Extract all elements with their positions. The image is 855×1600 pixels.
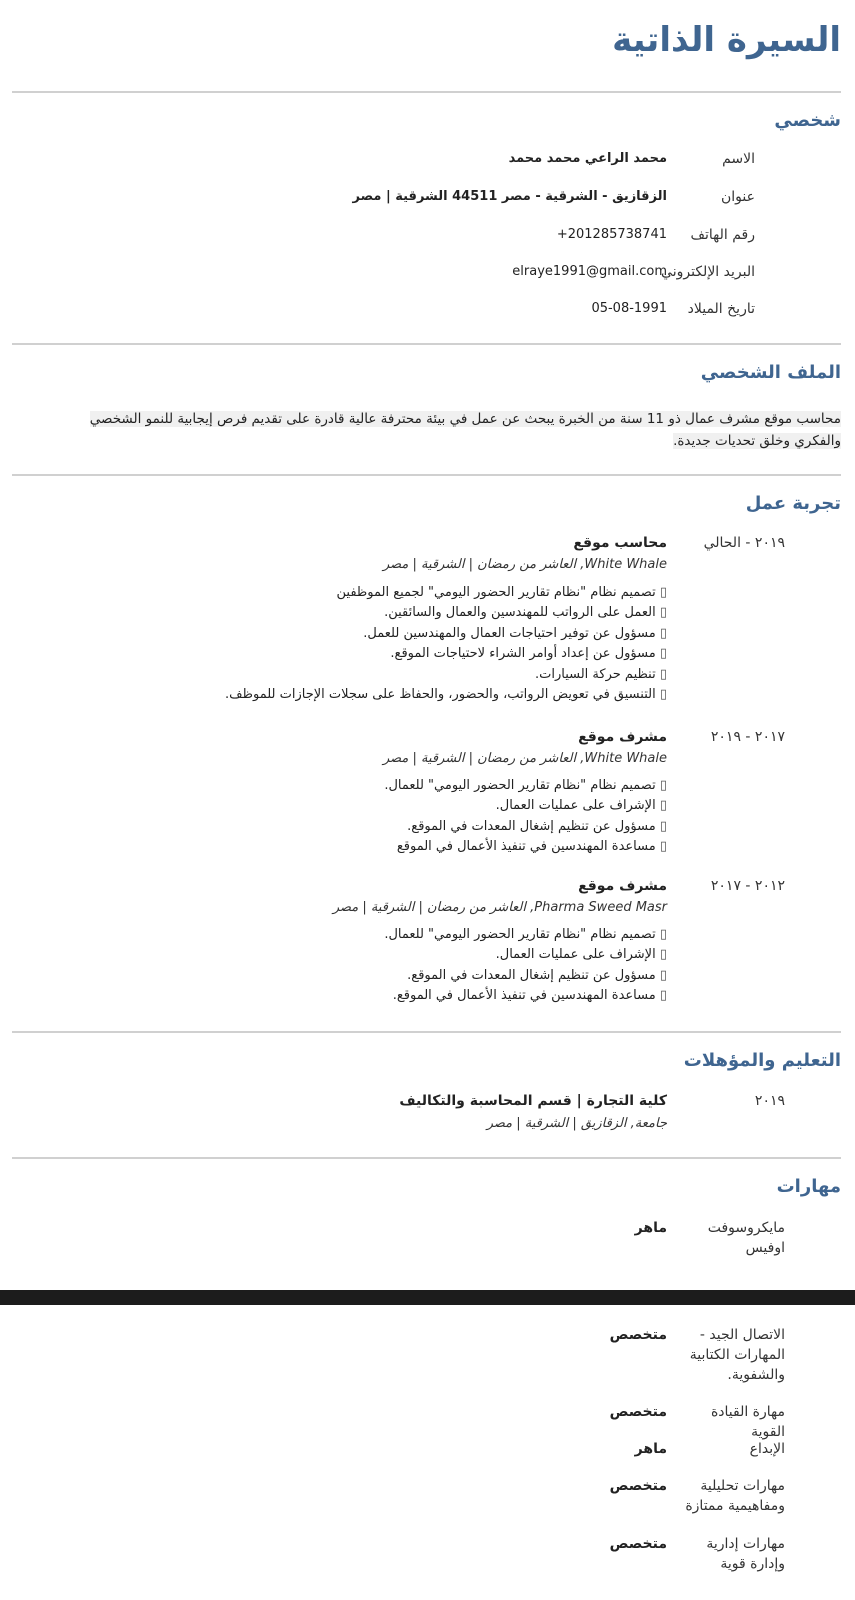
education-place: جامعة, الزقازيق | الشرقية | مصر bbox=[486, 1116, 667, 1131]
job-duties bbox=[384, 776, 667, 858]
job-title: مشرف موقع bbox=[578, 878, 667, 894]
name-value: محمد الراعي محمد محمد bbox=[508, 151, 667, 166]
job-company: White Whale, العاشر من رمضان | الشرقية | مصر bbox=[382, 751, 667, 766]
duty-item: ▯ العمل على الرواتب للمهندسين والعمال والسائقين. bbox=[225, 603, 667, 623]
personal-heading: شخصي bbox=[774, 110, 841, 131]
job-duties bbox=[384, 925, 667, 1007]
job-duties bbox=[225, 583, 667, 705]
divider bbox=[12, 474, 841, 476]
email-label: البريد الإلكتروني bbox=[661, 264, 755, 280]
job-title: مشرف موقع bbox=[578, 729, 667, 745]
duty-item: ▯ مسؤول عن توفير احتياجات العمال والمهندسين للعمل. bbox=[225, 624, 667, 644]
job-title: محاسب موقع bbox=[573, 535, 667, 551]
skill-name: مهارة القيادة القوية bbox=[710, 1404, 785, 1440]
skill-level: ماهر bbox=[634, 1220, 667, 1236]
duty-item: ▯ تنظيم حركة السيارات. bbox=[225, 665, 667, 685]
page-title: السيرة الذاتية bbox=[612, 20, 841, 60]
skill-name: مهارات إدارية وإدارة قوية bbox=[706, 1536, 785, 1572]
education-title: كلية التجارة | قسم المحاسبة والتكاليف bbox=[399, 1093, 667, 1109]
address-value: الزقازيق - الشرقية - مصر 44511 الشرقية | مصر bbox=[352, 189, 667, 204]
profile-heading: الملف الشخصي bbox=[700, 362, 841, 383]
address-label: عنوان bbox=[721, 189, 755, 205]
divider bbox=[12, 1031, 841, 1033]
duty-item: ▯ مساعدة المهندسين في تنفيذ الأعمال في الموقع. bbox=[384, 986, 667, 1006]
education-heading: التعليم والمؤهلات bbox=[683, 1050, 841, 1071]
experience-heading: تجربة عمل bbox=[745, 493, 841, 514]
duty-item: ▯ مسؤول عن إعداد أوامر الشراء لاحتياجات الموقع. bbox=[225, 644, 667, 664]
duty-item: ▯ مسؤول عن تنظيم إشغال المعدات في الموقع. bbox=[384, 817, 667, 837]
profile-text: محاسب موقع مشرف عمال ذو 11 سنة من الخبرة يبحث عن عمل في بيئة محترفة عالية قادرة على تقديم فرص إيجابية للنمو الشخصي والفكري وخلق تحديات جديدة. bbox=[89, 411, 841, 449]
phone-value: +201285738741 bbox=[556, 227, 667, 242]
skill-level: متخصص bbox=[609, 1404, 667, 1420]
education-date: ٢٠١٩ bbox=[754, 1093, 785, 1109]
profile-summary bbox=[44, 408, 841, 452]
name-label: الاسم bbox=[722, 151, 755, 167]
skill-level: متخصص bbox=[609, 1327, 667, 1343]
job-date: ٢٠١٢ - ٢٠١٧ bbox=[710, 878, 785, 894]
duty-item: ▯ الإشراف على عمليات العمال. bbox=[384, 796, 667, 816]
duty-item: ▯ تصميم نظام "نظام تقارير الحضور اليومي" للعمال. bbox=[384, 776, 667, 796]
duty-item: ▯ مسؤول عن تنظيم إشغال المعدات في الموقع. bbox=[384, 966, 667, 986]
job-date: ٢٠١٧ - ٢٠١٩ bbox=[710, 729, 785, 745]
page-break-bar bbox=[0, 1290, 855, 1305]
duty-item: ▯ تصميم نظام "نظام تقارير الحضور اليومي" للعمال. bbox=[384, 925, 667, 945]
duty-item: ▯ الإشراف على عمليات العمال. bbox=[384, 945, 667, 965]
skill-level: متخصص bbox=[609, 1478, 667, 1494]
divider bbox=[12, 343, 841, 345]
phone-label: رقم الهاتف bbox=[690, 227, 755, 243]
birthdate-value: 05-08-1991 bbox=[591, 301, 667, 316]
duty-item: ▯ التنسيق في تعويض الرواتب، والحضور، والحفاظ على سجلات الإجازات للموظف. bbox=[225, 685, 667, 705]
job-date: ٢٠١٩ - الحالي bbox=[703, 535, 785, 551]
birthdate-label: تاريخ الميلاد bbox=[687, 301, 755, 317]
divider bbox=[12, 1157, 841, 1159]
skill-level: متخصص bbox=[609, 1536, 667, 1552]
skill-name: مايكروسوفت اوفيس bbox=[707, 1220, 785, 1256]
divider bbox=[12, 91, 841, 93]
skill-name: الإبداع bbox=[749, 1441, 785, 1457]
skill-name: الاتصال الجيد - المهارات الكتابية والشفوية. bbox=[689, 1327, 785, 1383]
job-company: Pharma Sweed Masr, العاشر من رمضان | الشرقية | مصر bbox=[332, 900, 667, 915]
skills-heading: مهارات bbox=[776, 1176, 841, 1197]
duty-item: ▯ تصميم نظام "نظام تقارير الحضور اليومي" لجميع الموظفين bbox=[225, 583, 667, 603]
duty-item: ▯ مساعدة المهندسين في تنفيذ الأعمال في الموقع bbox=[384, 837, 667, 857]
skill-level: ماهر bbox=[634, 1441, 667, 1457]
email-value: elraye1991@gmail.com bbox=[512, 264, 667, 279]
skill-name: مهارات تحليلية ومفاهيمية ممتازة bbox=[685, 1478, 785, 1514]
job-company: White Whale, العاشر من رمضان | الشرقية | مصر bbox=[382, 557, 667, 572]
